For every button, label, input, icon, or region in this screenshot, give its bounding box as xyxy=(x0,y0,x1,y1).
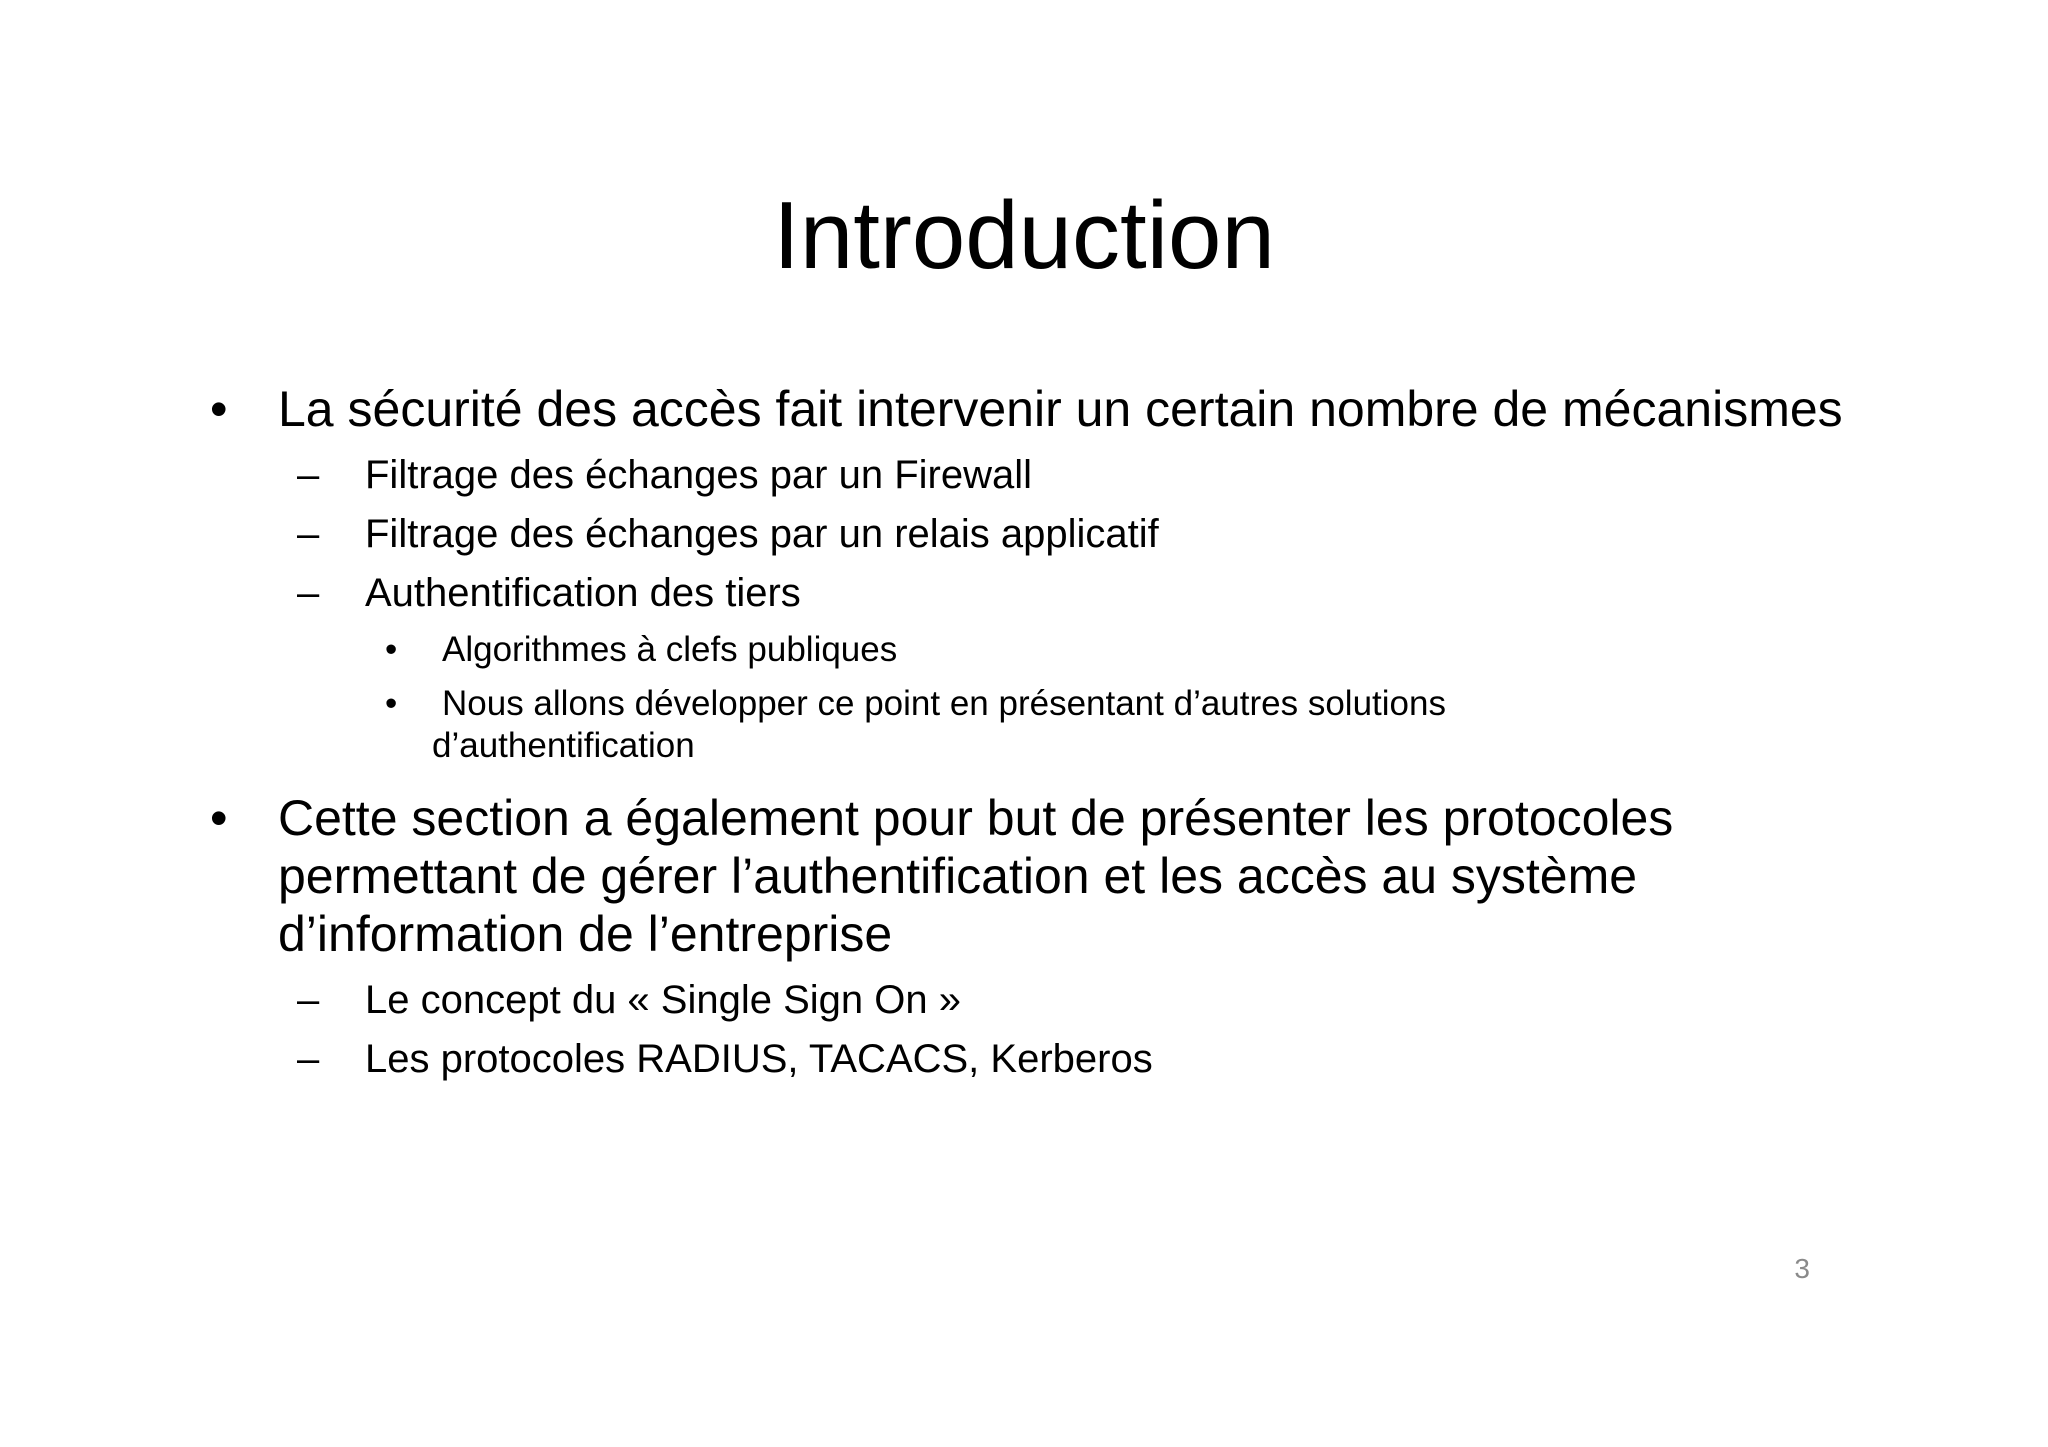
sub-sub-bullet-item xyxy=(210,683,1850,767)
bullet-item xyxy=(210,380,1850,438)
sub-bullet-item xyxy=(210,505,1850,564)
bullet-marker: • xyxy=(210,381,228,437)
page-number: 3 xyxy=(1794,1253,1810,1284)
sub-bullet-item xyxy=(210,446,1850,505)
slide-body xyxy=(210,380,1850,1089)
bullet-marker: • xyxy=(385,630,398,669)
sub-bullet-text: Les protocoles RADIUS, TACACS, Kerberos xyxy=(365,1037,1153,1081)
dash-marker: – xyxy=(297,978,320,1022)
bullet-marker: • xyxy=(385,684,398,723)
dash-marker: – xyxy=(297,1037,320,1081)
dash-marker: – xyxy=(297,512,320,556)
bullet-marker: • xyxy=(210,790,228,846)
sub-sub-bullet-text: Algorithmes à clefs publiques xyxy=(442,630,898,669)
dash-marker: – xyxy=(297,453,320,497)
bullet-item xyxy=(210,789,1850,963)
bullet-text: La sécurité des accès fait intervenir un certain nombre de mécanismes xyxy=(278,381,1843,437)
sub-bullet-text: Authentification des tiers xyxy=(365,571,801,615)
sub-sub-bullet-text: Nous allons développer ce point en présentant d’autres solutions xyxy=(442,684,1446,723)
sub-bullet-text: Filtrage des échanges par un Firewall xyxy=(365,453,1033,497)
sub-bullet-item xyxy=(210,564,1850,623)
sub-bullet-text: Filtrage des échanges par un relais applicatif xyxy=(365,512,1159,556)
sub-bullet-item xyxy=(210,971,1850,1030)
bullet-text: Cette section a également pour but de présenter les protocoles permettant de gérer l’authentification et les accès au système d’information de l’entreprise xyxy=(278,790,1674,962)
slide-title: Introduction xyxy=(773,182,1275,289)
sub-sub-bullet-item xyxy=(210,629,1850,671)
sub-bullet-item xyxy=(210,1030,1850,1089)
sub-bullet-text: Le concept du « Single Sign On » xyxy=(365,978,961,1022)
sub-sub-bullet-continuation: d’authentification xyxy=(432,726,695,765)
dash-marker: – xyxy=(297,571,320,615)
